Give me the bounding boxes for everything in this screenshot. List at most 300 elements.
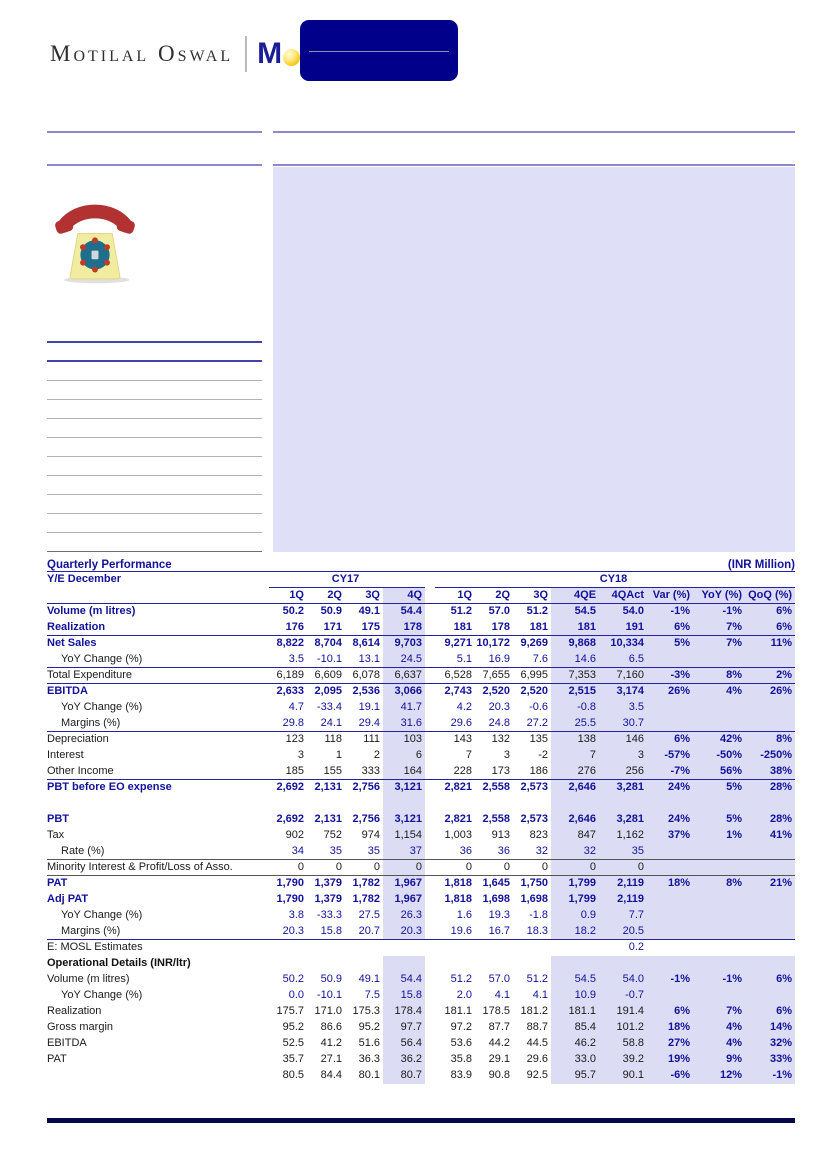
cell: 41% <box>745 828 795 844</box>
cell: 164 <box>383 764 425 780</box>
header-logo <box>50 36 342 72</box>
cell: 132 <box>491 733 511 746</box>
table-row <box>47 1068 795 1084</box>
sidebar-line <box>47 341 262 343</box>
cell: 35.7 <box>282 1053 304 1065</box>
cell: 84.4 <box>320 1069 342 1081</box>
cell: 41.2 <box>320 1037 342 1049</box>
cell: 27.2 <box>513 716 551 732</box>
row-label: Total Expenditure <box>47 668 269 684</box>
cell: 97.7 <box>383 1020 425 1036</box>
column-gap <box>425 1052 435 1068</box>
cell: 913 <box>491 829 511 841</box>
cell: 32% <box>745 1036 795 1052</box>
cell <box>693 796 745 812</box>
table-row <box>47 700 795 716</box>
cell: 95.2 <box>282 1021 304 1033</box>
cell: 143 <box>453 733 473 746</box>
sidebar-line <box>47 456 262 457</box>
cell: 7.6 <box>513 652 551 668</box>
row-label <box>47 1068 269 1084</box>
cell: 9,703 <box>383 636 425 652</box>
cell: 18.2 <box>551 924 599 940</box>
sidebar-line <box>47 418 262 419</box>
cell: 0 <box>383 860 425 876</box>
cell: 42% <box>693 732 745 748</box>
table-row <box>47 1004 795 1020</box>
cell <box>647 844 693 860</box>
cell: 19.3 <box>488 909 511 921</box>
cell: 29.8 <box>269 716 307 732</box>
row-label: Volume (m litres) <box>47 973 130 985</box>
cell: 135 <box>529 733 549 746</box>
cell: 0 <box>599 860 647 876</box>
cell: 54.4 <box>383 604 425 620</box>
cell: 10,172 <box>476 637 511 650</box>
cell: 181.1 <box>444 1005 473 1017</box>
column-gap <box>425 700 435 716</box>
cell: 8,614 <box>352 637 380 650</box>
row-label: EBITDA <box>47 685 88 698</box>
column-gap <box>425 780 435 796</box>
row-label: Rate (%) <box>47 844 269 860</box>
cell: 20.3 <box>488 701 511 713</box>
cell: 823 <box>529 829 549 841</box>
cell: 24.1 <box>307 716 345 732</box>
cell: -33.3 <box>316 909 342 921</box>
table-title: Quarterly Performance <box>47 559 172 571</box>
cell <box>269 956 307 972</box>
cell: 24.5 <box>383 652 425 668</box>
table-row <box>47 876 795 892</box>
column-gap <box>425 716 435 732</box>
sidebar-line <box>47 437 262 438</box>
cell: 1,967 <box>383 876 425 892</box>
column-gap <box>425 652 435 668</box>
cell: 8,822 <box>276 637 304 650</box>
cell: -50% <box>693 748 745 764</box>
cell: 14% <box>745 1020 795 1036</box>
cell: 31.6 <box>383 716 425 732</box>
cell: -1% <box>693 972 745 988</box>
cell <box>599 796 647 812</box>
cell: 4% <box>693 1020 745 1036</box>
cell: 16.9 <box>475 652 513 668</box>
cell: 3,066 <box>383 684 425 700</box>
cell: 1,003 <box>444 829 473 841</box>
row-label: YoY Change (%) <box>61 989 143 1001</box>
column-header: 3Q <box>345 588 383 604</box>
cell: 191 <box>599 620 647 636</box>
cell: -0.8 <box>551 700 599 716</box>
cell: 191.4 <box>599 1004 647 1020</box>
title-box-rule <box>309 51 449 52</box>
cell: 29.6 <box>435 716 475 732</box>
cell: 228 <box>435 764 475 780</box>
cell: 25.5 <box>551 716 599 732</box>
cell <box>647 652 693 668</box>
cell: 2,095 <box>314 685 342 698</box>
rule-line <box>47 164 262 166</box>
cell: 3.8 <box>288 909 304 921</box>
cell: 186 <box>513 764 551 780</box>
cell: 5% <box>647 636 693 652</box>
cell: 1,799 <box>551 892 599 908</box>
cell: 35.8 <box>450 1053 473 1065</box>
cell <box>647 924 693 940</box>
cell: 16.7 <box>475 924 513 940</box>
cell: 9% <box>693 1052 745 1068</box>
cell: 4% <box>693 1036 745 1052</box>
cell: 9,271 <box>444 637 473 650</box>
row-label: Depreciation <box>47 733 109 746</box>
cell <box>345 796 383 812</box>
cell: 7.7 <box>599 908 647 924</box>
row-label: YoY Change (%) <box>61 909 143 921</box>
column-gap <box>425 1036 435 1052</box>
cell: 6,995 <box>513 668 551 684</box>
cell: 8% <box>693 668 745 684</box>
cell <box>745 940 795 956</box>
cell: 53.6 <box>450 1037 473 1049</box>
cell: 2,692 <box>276 813 304 825</box>
column-gap <box>425 876 435 892</box>
cell: 1,818 <box>444 893 473 905</box>
cell <box>647 716 693 732</box>
cell: -7% <box>647 764 693 780</box>
cell: 54.5 <box>551 972 599 988</box>
row-label: PAT <box>47 1053 67 1065</box>
cell <box>475 956 513 972</box>
cell: 4.7 <box>288 701 304 713</box>
cell: 1,799 <box>551 876 599 892</box>
table-row <box>47 812 795 828</box>
cell: 3 <box>503 749 511 761</box>
sidebar-line <box>47 532 262 533</box>
cell: 175 <box>345 620 383 636</box>
cell: 0.2 <box>628 941 645 954</box>
cell: 178 <box>475 620 513 636</box>
cell <box>693 892 745 908</box>
cell: 27.5 <box>358 909 380 921</box>
cell <box>693 700 745 716</box>
cell: 37% <box>647 828 693 844</box>
cell: 0 <box>269 860 307 876</box>
cell: 90.1 <box>599 1068 647 1084</box>
cell: 27.1 <box>320 1053 342 1065</box>
table-row <box>47 908 795 924</box>
cell: 1,967 <box>383 892 425 908</box>
cell <box>745 716 795 732</box>
column-gap <box>425 604 435 620</box>
table-row <box>47 796 795 812</box>
cell <box>693 652 745 668</box>
phone-illustration <box>52 197 138 287</box>
cell: 21% <box>745 876 795 892</box>
cell: 5% <box>693 780 745 796</box>
column-gap <box>425 1068 435 1084</box>
column-header: 4Q <box>383 588 425 604</box>
cell: 49.1 <box>358 605 380 618</box>
cell: 902 <box>285 829 304 841</box>
company-logo-text: Motilal Oswal <box>50 41 234 66</box>
cell: 2,756 <box>352 781 380 794</box>
cell: 2% <box>745 668 795 684</box>
cell: 171.0 <box>314 1005 342 1017</box>
cell: 6,637 <box>383 668 425 684</box>
cell <box>745 796 795 812</box>
cell: 7 <box>465 749 473 761</box>
cell: 19.1 <box>358 701 380 713</box>
chart-placeholder <box>273 167 795 552</box>
table-unit-label: (INR Million) <box>727 559 795 571</box>
cell: 2,558 <box>482 781 511 794</box>
cell: 95.7 <box>551 1068 599 1084</box>
column-gap <box>425 908 435 924</box>
cell: 51.2 <box>526 973 549 985</box>
cell: 175.7 <box>276 1005 304 1017</box>
column-header: 4QAct <box>599 588 647 604</box>
cell: 1,818 <box>444 877 473 890</box>
table-row <box>47 652 795 668</box>
cell: 2,558 <box>482 813 511 825</box>
rule-line <box>47 131 262 133</box>
cell: -250% <box>745 748 795 764</box>
cell: 0 <box>435 860 475 876</box>
column-gap <box>425 828 435 844</box>
cell: 1,698 <box>482 893 511 905</box>
row-label: E: MOSL Estimates <box>47 941 143 954</box>
sidebar-line <box>47 399 262 400</box>
cell: 24% <box>647 812 693 828</box>
cell: 8% <box>693 876 745 892</box>
column-gap <box>425 748 435 764</box>
cell: 1,379 <box>314 877 342 890</box>
cell: 1,782 <box>352 893 380 905</box>
cell: 276 <box>551 764 599 780</box>
cell <box>647 700 693 716</box>
cell: 6% <box>647 732 693 748</box>
cell: 20.5 <box>599 924 647 940</box>
cell <box>435 796 475 812</box>
column-gap <box>425 940 435 956</box>
cell: 2,573 <box>520 813 549 825</box>
cell: 32 <box>551 844 599 860</box>
column-header: YoY (%) <box>693 588 745 604</box>
cell: 54.0 <box>599 972 647 988</box>
cell: -57% <box>647 748 693 764</box>
row-label: Adj PAT <box>47 893 89 905</box>
cell: 83.9 <box>450 1069 473 1081</box>
cell: 2,646 <box>551 780 599 796</box>
cell: 13.1 <box>345 652 383 668</box>
column-gap <box>425 572 435 588</box>
cell: 44.2 <box>488 1037 511 1049</box>
cell: 37 <box>383 844 425 860</box>
cell: 52.5 <box>282 1037 304 1049</box>
cell: 0 <box>551 860 599 876</box>
cell: 11% <box>745 636 795 652</box>
cell: 50.9 <box>320 973 342 985</box>
column-gap <box>425 812 435 828</box>
cell: 7% <box>693 636 745 652</box>
cell: 7,160 <box>599 668 647 684</box>
cell: 1,162 <box>599 828 647 844</box>
cell: 15.8 <box>383 988 425 1004</box>
cell: -1% <box>647 972 693 988</box>
table-row <box>47 940 795 956</box>
cell: 4.2 <box>456 701 473 713</box>
row-label <box>47 796 269 812</box>
column-gap <box>425 1020 435 1036</box>
cell: 26% <box>647 684 693 700</box>
row-label: Other Income <box>47 764 269 780</box>
cell: 54.0 <box>599 604 647 620</box>
rule-line <box>273 164 795 166</box>
cell: 18.3 <box>513 924 551 940</box>
cell: 24% <box>647 780 693 796</box>
cell <box>647 988 693 1004</box>
cell: 1,698 <box>520 893 549 905</box>
row-label: Margins (%) <box>47 716 269 732</box>
cell: 146 <box>599 732 647 748</box>
row-label: PAT <box>47 877 68 890</box>
cell: 51.6 <box>358 1037 380 1049</box>
column-gap <box>425 860 435 876</box>
cell: 86.6 <box>320 1021 342 1033</box>
year-header-row <box>47 572 795 588</box>
cell: 1,645 <box>482 877 511 890</box>
cell: 29.6 <box>526 1053 549 1065</box>
table-row <box>47 1020 795 1036</box>
cell: 7,353 <box>551 668 599 684</box>
cell: 3,121 <box>383 812 425 828</box>
cell: 6,609 <box>307 668 345 684</box>
row-label: Margins (%) <box>47 924 269 940</box>
cell: 178 <box>383 620 425 636</box>
quarterly-performance-section <box>47 556 795 1084</box>
cell: 35 <box>345 844 383 860</box>
cell: 103 <box>383 732 425 748</box>
year-group-cy17: CY17 <box>269 572 425 588</box>
cell <box>475 940 513 956</box>
cell: 6% <box>647 1004 693 1020</box>
column-gap <box>425 636 435 652</box>
cell: 26.3 <box>383 908 425 924</box>
cell: 15.8 <box>307 924 345 940</box>
cell: 19.6 <box>435 924 475 940</box>
table-row <box>47 828 795 844</box>
footer-bar <box>47 1118 795 1123</box>
cell <box>269 796 307 812</box>
cell: 9,868 <box>551 636 599 652</box>
cell: 2,131 <box>314 813 342 825</box>
cell <box>693 940 745 956</box>
column-gap <box>425 892 435 908</box>
cell: 101.2 <box>599 1020 647 1036</box>
cell: 1,790 <box>276 877 304 890</box>
cell <box>745 844 795 860</box>
column-gap <box>425 588 435 604</box>
cell: 6,078 <box>345 668 383 684</box>
cell <box>693 924 745 940</box>
cell: 123 <box>285 733 304 746</box>
cell: 20.3 <box>269 924 307 940</box>
table-row <box>47 636 795 652</box>
cell: -1% <box>693 604 745 620</box>
column-gap <box>425 732 435 748</box>
cell <box>693 716 745 732</box>
cell: 185 <box>269 764 307 780</box>
cell: 181 <box>513 620 551 636</box>
logo-divider <box>245 36 247 72</box>
table-row <box>47 716 795 732</box>
cell: 0 <box>475 860 513 876</box>
cell: 138 <box>551 732 599 748</box>
cell: 974 <box>361 829 380 841</box>
cell: 0 <box>345 860 383 876</box>
sidebar-line <box>47 494 262 495</box>
cell: 5% <box>693 812 745 828</box>
cell: 10,334 <box>599 636 647 652</box>
cell: 56% <box>693 764 745 780</box>
cell: 2,573 <box>520 781 549 794</box>
cell: 80.5 <box>282 1069 304 1081</box>
cell: 87.7 <box>488 1021 511 1033</box>
cell: 3,281 <box>599 812 647 828</box>
cell <box>513 956 551 972</box>
cell: 2,821 <box>444 781 473 794</box>
cell: -10.1 <box>316 989 342 1001</box>
row-label: EBITDA <box>47 1037 87 1049</box>
cell: 50.2 <box>282 973 304 985</box>
cell: 178.4 <box>383 1004 425 1020</box>
cell: 3 <box>297 749 304 761</box>
cell: 1% <box>693 828 745 844</box>
cell: 847 <box>551 828 599 844</box>
cell: 6% <box>647 620 693 636</box>
cell: -0.7 <box>599 988 647 1004</box>
table-row <box>47 764 795 780</box>
cell: 49.1 <box>358 973 380 985</box>
cell: 10.9 <box>551 988 599 1004</box>
column-gap <box>425 924 435 940</box>
cell: 28% <box>745 812 795 828</box>
cell <box>513 796 551 812</box>
cell: 24.8 <box>475 716 513 732</box>
cell <box>551 940 599 956</box>
cell: 9,269 <box>520 637 549 650</box>
cell: -1% <box>647 604 693 620</box>
cell <box>383 956 425 972</box>
column-gap <box>425 684 435 700</box>
cell: 7 <box>551 748 599 764</box>
cell: 171 <box>307 620 345 636</box>
cell <box>647 860 693 876</box>
column-gap <box>425 972 435 988</box>
cell <box>693 844 745 860</box>
row-label: Minority Interest & Profit/Loss of Asso. <box>47 860 269 876</box>
cell: 20.7 <box>345 924 383 940</box>
cell <box>745 908 795 924</box>
cell: 57.0 <box>488 973 511 985</box>
cell: 7,655 <box>475 668 513 684</box>
cell: 2,692 <box>276 781 304 794</box>
cell: 88.7 <box>526 1021 549 1033</box>
row-label: Tax <box>47 829 65 841</box>
table-row <box>47 732 795 748</box>
cell: 3.5 <box>269 652 307 668</box>
